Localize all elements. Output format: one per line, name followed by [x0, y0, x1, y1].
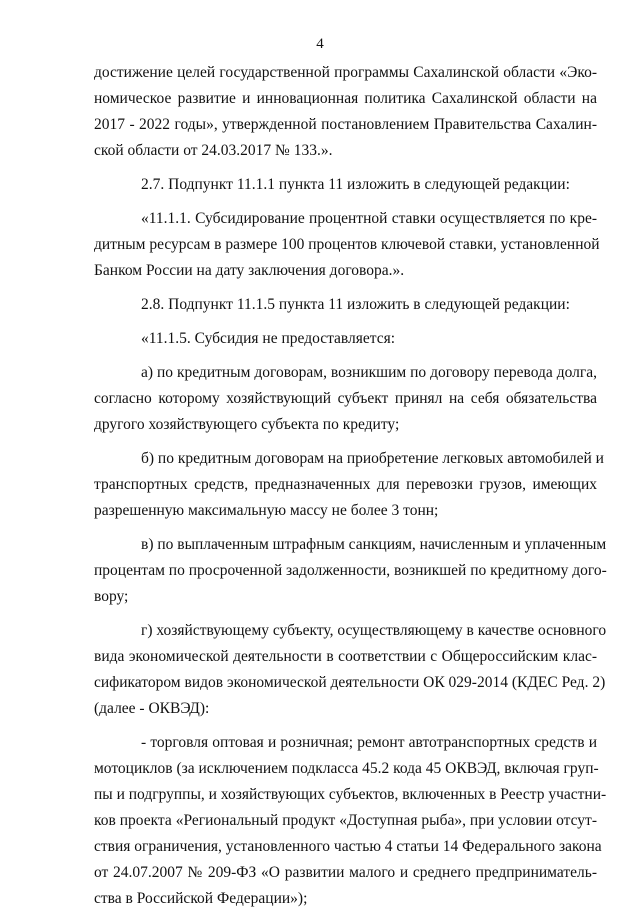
text-line: от 24.07.2007 № 209-ФЗ «О развитии малого и среднего предприниматель-	[94, 864, 597, 881]
paragraph	[94, 292, 597, 318]
paragraph-spacing	[94, 284, 597, 292]
text-line: «11.1.5. Субсидия не предоставляется:	[141, 330, 396, 347]
text-line: «11.1.1. Субсидирование процентной ставки осуществляется по кре-	[141, 210, 597, 227]
text-line: 2.8. Подпункт 11.1.5 пункта 11 изложить в следующей редакции:	[141, 296, 570, 313]
page-number: 4	[316, 36, 324, 52]
paragraph	[94, 532, 607, 610]
text-line: б) по кредитным договорам на приобретение легковых автомобилей и	[141, 450, 604, 467]
text-line: процентам по просроченной задолженности, возникшей по кредитному дого-	[94, 562, 607, 579]
paragraph-spacing	[94, 722, 597, 730]
text-line: ков проекта «Региональный продукт «Доступная рыба», при условии отсут-	[94, 812, 597, 829]
text-line: мотоциклов (за исключением подкласса 45.2 кода 45 ОКВЭД, включая груп-	[94, 760, 599, 777]
text-line: Банком России на дату заключения договора.».	[94, 262, 405, 279]
text-line: разрешенную максимальную массу не более 3 тонн;	[94, 502, 439, 519]
paragraph	[94, 326, 597, 352]
paragraph-spacing	[94, 610, 597, 618]
text-line: ствия ограничения, установленного частью 4 статьи 14 Федерального закона	[94, 838, 602, 855]
text-line: (далее - ОКВЭД):	[94, 700, 210, 717]
paragraph-spacing	[94, 352, 597, 360]
paragraph-spacing	[94, 524, 597, 532]
paragraph-spacing	[94, 164, 597, 172]
paragraph-spacing	[94, 198, 597, 206]
document-body	[94, 60, 607, 912]
text-line: 2017 - 2022 годы», утвержденной постановлением Правительства Сахалин-	[94, 116, 597, 133]
text-line: пы и подгруппы, и хозяйствующих субъектов, включенных в Реестр участни-	[94, 786, 607, 803]
text-line: - торговля оптовая и розничная; ремонт автотранспортных средств и	[141, 734, 597, 751]
text-line: ства в Российской Федерации»);	[94, 890, 308, 907]
text-line: достижение целей государственной программы Сахалинской области «Эко-	[94, 64, 597, 81]
text-line: вору;	[94, 588, 129, 605]
text-line: другого хозяйствующего субъекта по кредиту;	[94, 416, 400, 433]
text-line: 2.7. Подпункт 11.1.1 пункта 11 изложить в следующей редакции:	[141, 176, 570, 193]
text-line: дитным ресурсам в размере 100 процентов ключевой ставки, установленной	[94, 236, 600, 253]
text-line: ской области от 24.03.2017 № 133.».	[94, 142, 333, 159]
text-line: сификатором видов экономической деятельности ОК 029-2014 (КДЕС Ред. 2)	[94, 674, 606, 691]
paragraph-spacing	[94, 438, 597, 446]
paragraph	[94, 446, 604, 524]
text-line: номическое развитие и инновационная политика Сахалинской области на	[94, 90, 597, 107]
paragraph	[94, 618, 607, 722]
paragraph	[94, 206, 600, 284]
text-line: вида экономической деятельности в соответствии с Общероссийским клас-	[94, 648, 597, 665]
text-line: согласно которому хозяйствующий субъект принял на себя обязательства	[94, 390, 597, 407]
paragraph-spacing	[94, 318, 597, 326]
paragraph	[94, 730, 607, 912]
paragraph	[94, 360, 597, 438]
text-line: г) хозяйствующему субъекту, осуществляющему в качестве основного	[141, 622, 607, 639]
text-line: а) по кредитным договорам, возникшим по договору перевода долга,	[141, 364, 597, 381]
paragraph	[94, 172, 597, 198]
paragraph	[94, 60, 597, 164]
text-line: транспортных средств, предназначенных для перевозки грузов, имеющих	[94, 476, 597, 493]
text-line: в) по выплаченным штрафным санкциям, начисленным и уплаченным	[141, 536, 607, 553]
